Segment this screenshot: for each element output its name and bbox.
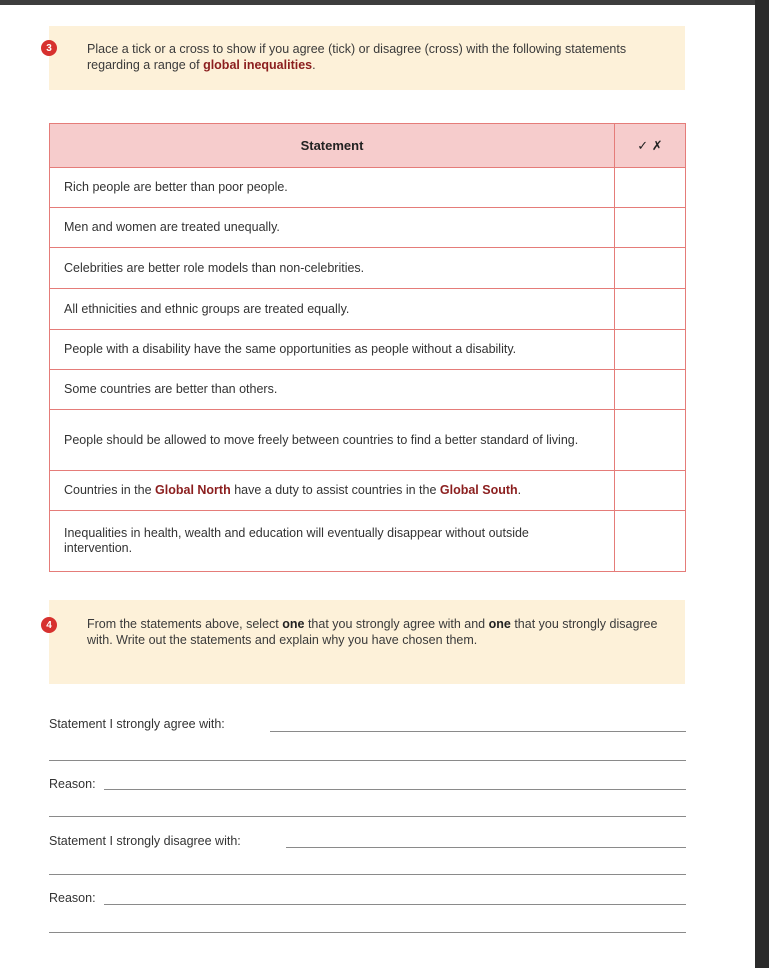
instruction-text: that you strongly disagree with. Write out the statements and explain why you have chosen them. <box>87 617 658 647</box>
disagree-answer-line[interactable] <box>286 847 686 848</box>
statement-text-end: . <box>517 483 522 497</box>
table-row <box>50 289 686 330</box>
task-3-box <box>46 26 685 90</box>
table-row <box>50 330 686 370</box>
statement-cell: Rich people are better than poor people. <box>50 168 615 208</box>
statement-cell: Men and women are treated unequally. <box>50 208 615 248</box>
instruction-text-end: . <box>312 58 316 72</box>
statement-cell: People should be allowed to move freely between countries to find a better standard of living. <box>50 410 615 471</box>
reason-1-answer-line-2[interactable] <box>49 816 686 817</box>
statement-cell: All ethnicities and ethnic groups are treated equally. <box>50 289 615 330</box>
top-bar <box>0 0 769 5</box>
tick-cross-cell[interactable] <box>615 410 686 471</box>
emphasis-one: one <box>488 617 511 631</box>
tick-cross-column-header: ✓ ✗ <box>615 124 686 168</box>
table-row <box>50 370 686 410</box>
table-row <box>50 168 686 208</box>
statement-cell: Inequalities in health, wealth and education will eventually disappear without outside intervention. <box>50 511 615 572</box>
task-4-box <box>46 600 685 684</box>
disagree-label: Statement I strongly disagree with: <box>49 834 241 848</box>
table-row <box>50 471 686 511</box>
scroll-edge <box>755 0 769 968</box>
reason-2-answer-line[interactable] <box>104 904 686 905</box>
statements-table <box>49 123 686 572</box>
tick-cross-cell[interactable] <box>615 330 686 370</box>
task-3-instruction <box>87 41 665 73</box>
tick-cross-cell[interactable] <box>615 370 686 410</box>
statement-cell: Celebrities are better role models than non-celebrities. <box>50 248 615 289</box>
task-number-badge: 3 <box>41 40 57 56</box>
reason-1-answer-line[interactable] <box>104 789 686 790</box>
instruction-text: Place a tick or a cross to show if you agree (tick) or disagree (cross) with the following statements regarding a range of <box>87 42 627 72</box>
tick-cross-cell[interactable] <box>615 511 686 572</box>
statement-text: have a duty to assist countries in the <box>230 483 440 497</box>
task-number-badge: 4 <box>41 617 57 633</box>
table-row <box>50 248 686 289</box>
table-row <box>50 511 686 572</box>
statement-text: Countries in the <box>64 483 156 497</box>
statement-cell: People with a disability have the same opportunities as people without a disability. <box>50 330 615 370</box>
statement-cell: Some countries are better than others. <box>50 370 615 410</box>
key-term: global inequalities <box>203 58 313 72</box>
instruction-text: From the statements above, select <box>87 617 283 631</box>
table-row <box>50 208 686 248</box>
key-term-global-south: Global South <box>439 483 518 497</box>
emphasis-one: one <box>282 617 305 631</box>
reason-2-label: Reason: <box>49 891 96 905</box>
reason-2-answer-line-2[interactable] <box>49 932 686 933</box>
statement-cell <box>50 471 615 511</box>
tick-cross-cell[interactable] <box>615 289 686 330</box>
instruction-text: that you strongly agree with and <box>304 617 489 631</box>
statement-column-header: Statement <box>50 124 615 168</box>
agree-label: Statement I strongly agree with: <box>49 717 225 731</box>
key-term-global-north: Global North <box>155 483 231 497</box>
tick-cross-cell[interactable] <box>615 471 686 511</box>
task-4-instruction <box>87 616 665 648</box>
agree-answer-line-2[interactable] <box>49 760 686 761</box>
tick-cross-cell[interactable] <box>615 248 686 289</box>
agree-answer-line[interactable] <box>270 731 686 732</box>
disagree-answer-line-2[interactable] <box>49 874 686 875</box>
tick-cross-cell[interactable] <box>615 208 686 248</box>
reason-1-label: Reason: <box>49 777 96 791</box>
table-row <box>50 410 686 471</box>
tick-cross-cell[interactable] <box>615 168 686 208</box>
